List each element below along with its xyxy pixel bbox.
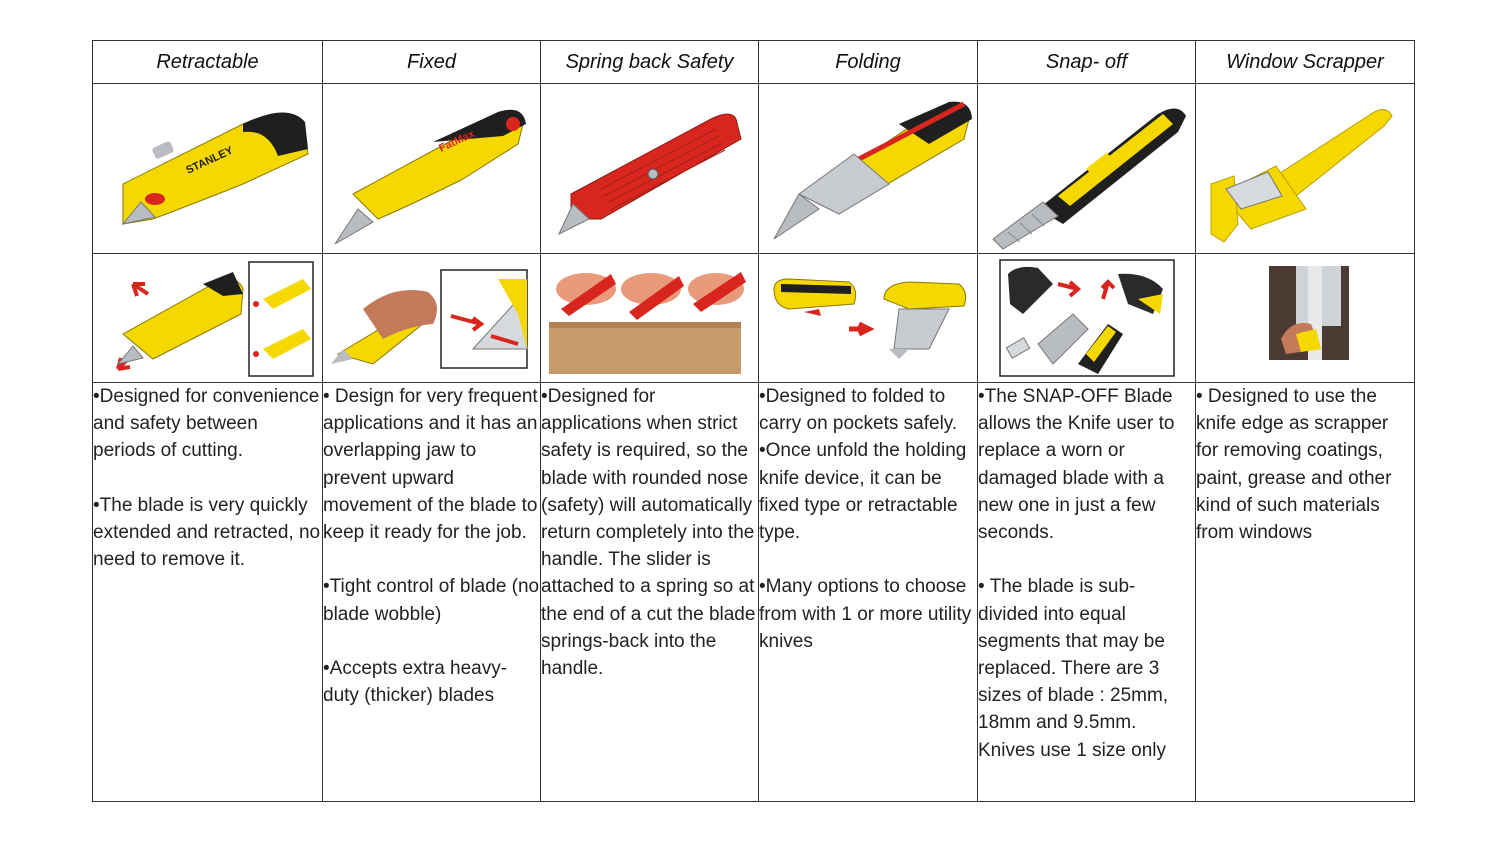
header-spring-back-safety: Spring back Safety (541, 41, 759, 84)
retractable-knife-image (93, 84, 322, 253)
snap-off-description (978, 383, 1196, 802)
fatmax-logo-text: FatMax (437, 127, 477, 155)
fixed-demo-cell (323, 254, 541, 383)
folding-demo-cell (759, 254, 978, 383)
header-folding: Folding (759, 41, 978, 84)
spring-back-product-cell (541, 84, 759, 254)
snap-off-demo-image (978, 254, 1195, 382)
snap-off-demo-cell (978, 254, 1196, 383)
header-fixed: Fixed (323, 41, 541, 84)
window-scraper-demo-image (1196, 254, 1414, 382)
header-row (93, 41, 1415, 84)
window-scrapper-description (1196, 383, 1415, 802)
fixed-knife-image (323, 84, 540, 253)
stanley-logo-text: STANLEY (184, 144, 236, 177)
folding-demo-image (759, 254, 977, 382)
folding-knife-image (759, 84, 977, 253)
fixed-demo-image (323, 254, 540, 382)
folding-paragraph-1: •Designed to folded to carry on pockets safely. (759, 386, 958, 435)
retractable-product-cell (93, 84, 323, 254)
retractable-paragraph-2: •The blade is very quickly extended and retracted, no need to remove it. (93, 494, 321, 571)
fixed-description (323, 383, 541, 802)
snap-off-paragraph-1: •The SNAP-OFF Blade allows the Knife user to replace a worn or damaged blade with a new one in just a few seconds. (978, 386, 1175, 544)
spring-back-paragraph-1: •Designed for applications when strict safety is required, so the blade with rounded nose (safety) will automatically return completely into the handle. The slider is attached to a spring so at the end of a cut the blade springs-back into the handle. (541, 386, 756, 680)
spring-back-demo-cell (541, 254, 759, 383)
header-snap-off: Snap- off (978, 41, 1196, 84)
folding-paragraph-2: •Once unfold the holding knife device, it can be fixed type or retractable type. (759, 440, 967, 544)
snap-off-paragraph-2: • The blade is sub-divided into equal segments that may be replaced. There are 3 sizes of blade : 25mm, 18mm and 9.5mm. Knives use 1 size only (978, 576, 1169, 761)
spring-back-description (541, 383, 759, 802)
folding-description (759, 383, 978, 802)
fixed-paragraph-2: •Tight control of blade (no blade wobble) (323, 576, 540, 625)
description-row (93, 383, 1415, 802)
spring-back-demo-image (541, 254, 758, 382)
fixed-paragraph-3: •Accepts extra heavy-duty (thicker) blades (323, 658, 508, 707)
header-window-scrapper: Window Scrapper (1196, 41, 1415, 84)
snap-off-knife-image (978, 84, 1195, 253)
folding-paragraph-3: •Many options to choose from with 1 or more utility knives (759, 576, 972, 652)
window-scraper-demo-cell (1196, 254, 1415, 383)
demo-image-row (93, 254, 1415, 383)
folding-product-cell (759, 84, 978, 254)
retractable-description (93, 383, 323, 802)
knife-comparison-table (92, 40, 1415, 802)
window-scraper-image (1196, 84, 1414, 253)
header-retractable: Retractable (93, 41, 323, 84)
spring-back-knife-image (541, 84, 758, 253)
product-image-row (93, 84, 1415, 254)
retractable-paragraph-1: •Designed for convenience and safety between periods of cutting. (93, 386, 320, 462)
fixed-product-cell (323, 84, 541, 254)
window-scraper-product-cell (1196, 84, 1415, 254)
window-scrapper-paragraph-1: • Designed to use the knife edge as scrapper for removing coatings, paint, grease and other kind of such materials from windows (1196, 386, 1392, 544)
snap-off-product-cell (978, 84, 1196, 254)
retractable-demo-image (93, 254, 322, 382)
retractable-demo-cell (93, 254, 323, 383)
fixed-paragraph-1: • Design for very frequent applications and it has an overlapping jaw to prevent upward movement of the blade to keep it ready for the job. (323, 386, 538, 544)
